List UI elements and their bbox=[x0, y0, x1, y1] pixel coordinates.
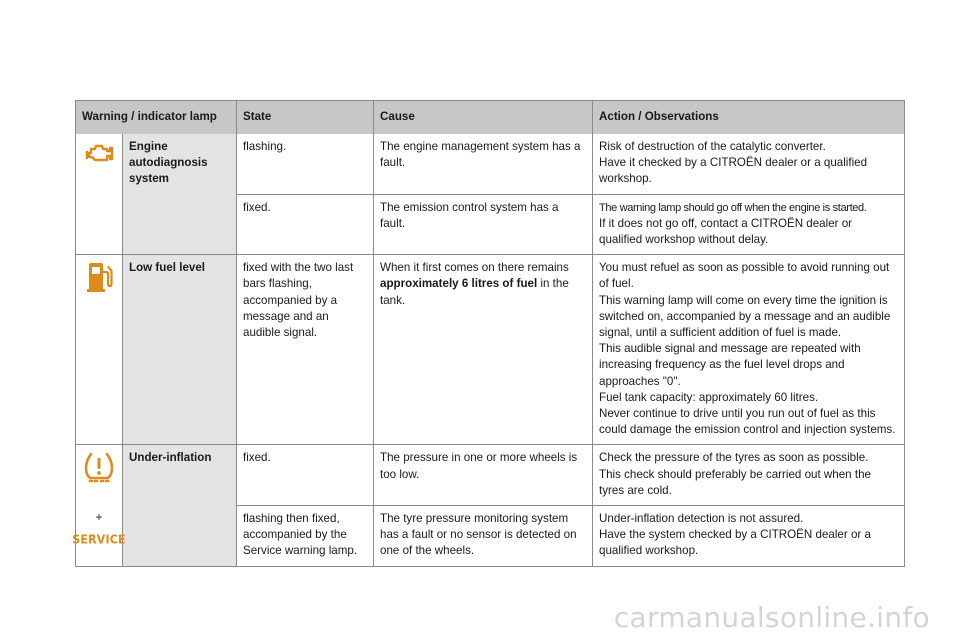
fuel-pump-icon bbox=[85, 261, 113, 293]
engine-icon bbox=[84, 140, 114, 166]
tyre-cause-1: The pressure in one or more wheels is too low. bbox=[374, 445, 593, 506]
fuel-cause-bold: approximately 6 litres of fuel bbox=[380, 277, 538, 291]
action-line: Have it checked by a CITROËN dealer or a qualified workshop. bbox=[599, 156, 868, 186]
tyre-cause-2: The tyre pressure monitoring system has a fault or no sensor is detected on one of the wheels. bbox=[374, 506, 593, 567]
tyre-name: Under-inflation bbox=[123, 445, 237, 566]
service-icon: SERVICE bbox=[72, 531, 126, 547]
tyre-pressure-icon bbox=[82, 451, 116, 483]
header-cause: Cause bbox=[374, 101, 593, 135]
action-line: Check the pressure of the tyres as soon as possible. bbox=[599, 451, 869, 465]
engine-cause-2: The emission control system has a fault. bbox=[374, 194, 593, 255]
engine-name: Engine autodiagnosis system bbox=[123, 134, 237, 255]
engine-icon-cell bbox=[76, 134, 123, 255]
fuel-action bbox=[593, 255, 905, 445]
plus-sign: + bbox=[95, 510, 103, 525]
table-row bbox=[76, 134, 905, 194]
fuel-icon-cell bbox=[76, 255, 123, 445]
watermark: carmanualsonline.info bbox=[613, 601, 930, 634]
engine-state-2: fixed. bbox=[237, 194, 374, 255]
tyre-state-2: flashing then fixed, accompanied by the Service warning lamp. bbox=[237, 506, 374, 567]
fuel-cause bbox=[374, 255, 593, 445]
fuel-cause-post: in the tank. bbox=[380, 277, 569, 307]
action-line: This check should preferably be carried out when the tyres are cold. bbox=[599, 467, 871, 497]
tyre-icon-cell bbox=[72, 445, 126, 566]
engine-cause-1: The engine management system has a fault. bbox=[374, 134, 593, 194]
action-line: Have the system checked by a CITROËN dealer or a qualified workshop. bbox=[599, 528, 871, 558]
warning-lamp-table bbox=[72, 100, 905, 567]
action-line: This audible signal and message are repeated with increasing frequency as the fuel level drops and approaches "0". bbox=[599, 342, 861, 388]
header-lamp: Warning / indicator lamp bbox=[76, 101, 237, 135]
action-line: This warning lamp will come on every time the ignition is switched on, accompanied by a message and an audible signal, until a sufficient addition of fuel is made. bbox=[599, 293, 891, 340]
tyre-action-1 bbox=[593, 445, 905, 506]
header-action: Action / Observations bbox=[593, 101, 905, 135]
engine-state-1: flashing. bbox=[237, 134, 374, 194]
action-line: You must refuel as soon as possible to avoid running out of fuel. bbox=[599, 261, 890, 291]
fuel-name: Low fuel level bbox=[123, 255, 237, 445]
action-line: Never continue to drive until you run out of fuel as this could damage the emission control and injection systems. bbox=[599, 407, 896, 437]
action-line: The warning lamp should go off when the engine is started. bbox=[599, 201, 867, 214]
header-state: State bbox=[237, 101, 374, 135]
action-line: Risk of destruction of the catalytic converter. bbox=[599, 140, 826, 153]
tyre-state-1: fixed. bbox=[237, 445, 374, 506]
fuel-state: fixed with the two last bars flashing, accompanied by a message and an audible signal. bbox=[237, 255, 374, 445]
engine-action-2 bbox=[593, 194, 905, 255]
table-row bbox=[76, 445, 905, 506]
action-line: Fuel tank capacity: approximately 60 litres. bbox=[599, 390, 819, 404]
engine-action-1 bbox=[593, 134, 905, 194]
action-line: If it does not go off, contact a CITROËN dealer or qualified workshop without delay. bbox=[599, 216, 853, 247]
action-line: Under-inflation detection is not assured. bbox=[599, 512, 804, 526]
table-row bbox=[76, 255, 905, 445]
table-header-row bbox=[76, 101, 905, 135]
tyre-action-2 bbox=[593, 506, 905, 567]
fuel-cause-pre: When it first comes on there remains bbox=[380, 261, 569, 275]
